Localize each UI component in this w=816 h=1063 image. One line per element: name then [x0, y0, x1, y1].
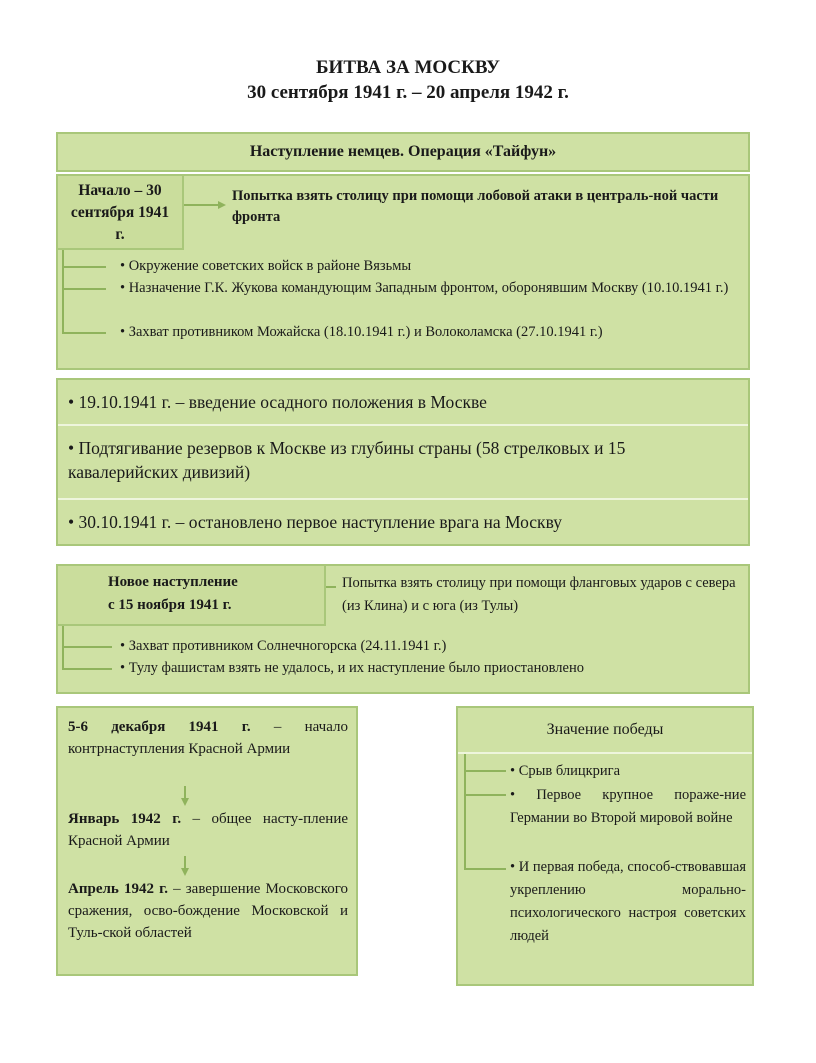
defense-divider-1	[58, 424, 748, 426]
counter-event-1-text: – начало контрнаступления Красной Армии	[68, 719, 349, 757]
defense-item-2: • Подтягивание резервов к Москве из глубины страны (58 стрелковых и 15 кавалерийских дивизий)	[68, 436, 738, 484]
counter-event-1	[68, 716, 348, 760]
typhoon-item-3: • Захват противником Можайска (18.10.1941 г.) и Волоколамска (27.10.1941 г.)	[120, 322, 680, 342]
new-offensive-item-1: • Захват противником Солнечногорска (24.11.1941 г.)	[120, 636, 720, 656]
counter-event-2-text: – общее насту-пление Красной Армии	[68, 811, 348, 849]
typhoon-item-1: • Окружение советских войск в районе Вязьмы	[120, 256, 730, 276]
new-offensive-branch-2	[62, 668, 112, 670]
typhoon-goal-arrow-line	[184, 204, 218, 206]
counter-event-3	[68, 878, 348, 944]
typhoon-start-label: Начало – 30 сентября 1941 г.	[70, 182, 170, 243]
typhoon-tree-line	[62, 250, 64, 334]
new-offensive-label-2: с 15 ноября 1941 г.	[108, 597, 232, 613]
page-subtitle-dates: 30 сентября 1941 г. – 20 апреля 1942 г.	[247, 82, 569, 103]
typhoon-branch-3	[62, 332, 106, 334]
new-offensive-goal-text: Попытка взять столицу при помощи фланговых ударов с севера (из Клина) и с юга (из Тулы)	[342, 575, 736, 614]
new-offensive-item-2: • Тулу фашистам взять не удалось, и их наступление было приостановлено	[120, 658, 740, 678]
victory-header-divider	[458, 752, 752, 754]
section-counteroffensive	[56, 706, 358, 976]
victory-item-1: • Срыв блицкрига	[510, 760, 746, 783]
typhoon-branch-1	[62, 266, 106, 268]
section-victory-significance	[456, 706, 754, 986]
typhoon-branch-2	[62, 288, 106, 290]
victory-item-3: • И первая победа, способ-ствовавшая укреплению морально-психологического настроя советских людей	[510, 856, 746, 948]
typhoon-item-2: • Назначение Г.К. Жукова командующим Западным фронтом, оборонявшим Москву (10.10.1941 г.)	[120, 278, 740, 298]
counter-event-3-date: Апрель 1942 г.	[68, 881, 168, 897]
section-typhoon-header	[56, 132, 750, 172]
typhoon-start-box	[56, 174, 184, 250]
counter-arrow-2-head	[181, 868, 189, 876]
counter-arrow-1-head	[181, 798, 189, 806]
section-typhoon-header-text: Наступление немцев. Операция «Тайфун»	[249, 143, 557, 160]
victory-branch-3	[464, 868, 506, 870]
counter-event-2	[68, 808, 348, 852]
page-title: БИТВА ЗА МОСКВУ	[316, 57, 500, 78]
typhoon-goal-text: Попытка взять столицу при помощи лобовой атаки в централь-ной части фронта	[232, 188, 719, 225]
section-defense	[56, 378, 750, 546]
defense-item-3: • 30.10.1941 г. – остановлено первое наступление врага на Москву	[68, 510, 738, 534]
victory-branch-2	[464, 794, 506, 796]
counter-event-2-date: Январь 1942 г.	[68, 811, 182, 827]
victory-branch-1	[464, 770, 506, 772]
victory-item-2: • Первое крупное пораже-ние Германии во Второй мировой войне	[510, 784, 746, 830]
new-offensive-label-1: Новое наступление	[108, 574, 238, 590]
typhoon-goal-arrow-head	[218, 201, 226, 209]
defense-divider-2	[58, 498, 748, 500]
counter-event-1-date: 5-6 декабря 1941 г.	[68, 719, 251, 735]
victory-header: Значение победы	[546, 721, 664, 738]
new-offensive-arrow-line	[326, 586, 336, 588]
new-offensive-branch-1	[62, 646, 112, 648]
counter-event-3-text: – завершение Московского сражения, осво-бождение Московской и Туль-ской областей	[68, 881, 348, 941]
defense-item-1: • 19.10.1941 г. – введение осадного положения в Москве	[68, 390, 738, 414]
